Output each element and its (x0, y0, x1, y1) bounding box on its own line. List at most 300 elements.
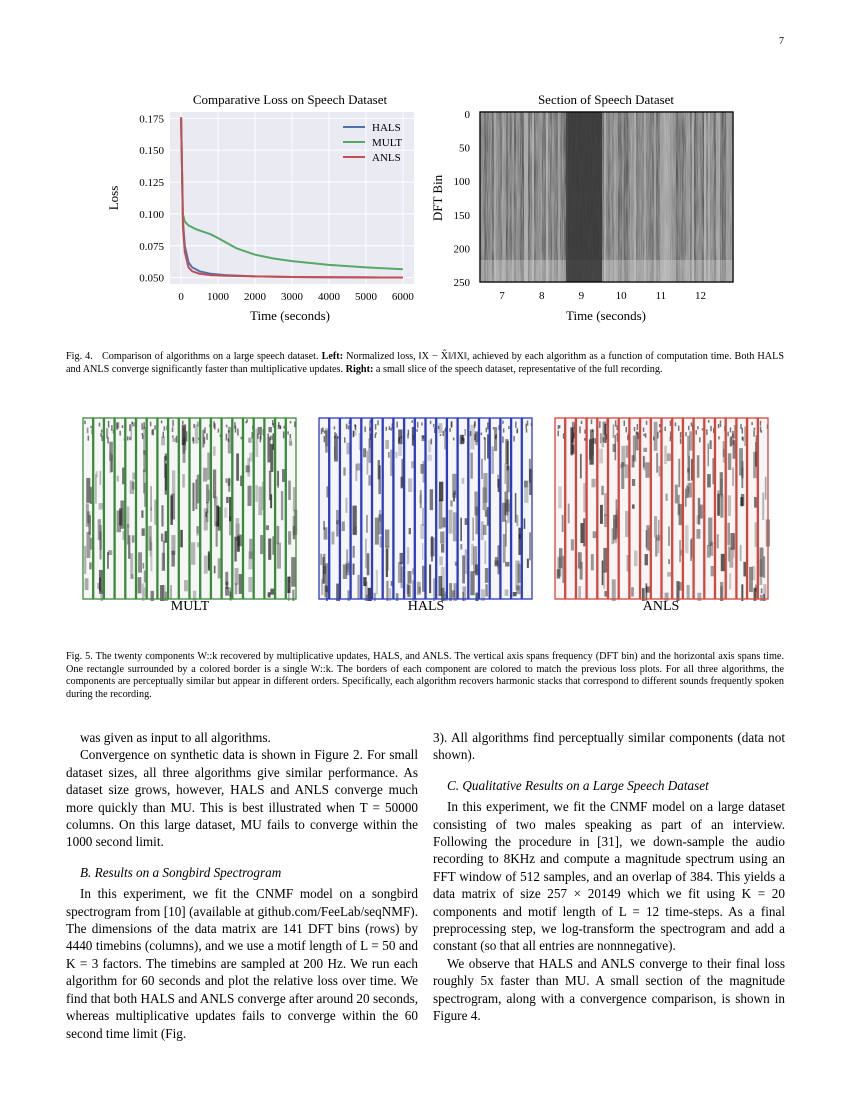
component-w12 (437, 418, 448, 601)
harmonic-streak (248, 438, 251, 443)
harmonic-streak (527, 559, 529, 568)
harmonic-streak (206, 484, 209, 503)
harmonic-streak (346, 561, 350, 570)
figure5-caption: Fig. 5. The twenty components W::k recovered by multiplicative updates, HALS, and ANLS. The vertical axis spans frequency (DFT bin) and the horizontal axis spans time. One rectangle surrounded by a colored border is a single W::k. The borders of each component are colored to match the previous loss plots. For all three algorithms, the components are perceptually similar but appear in different orders. Specifically, each algorithm recovers harmonic stacks that correspond to different sounds frequently spoken during the recording. (66, 651, 784, 700)
harmonic-streak (603, 437, 605, 442)
y-tick-label: 250 (453, 277, 470, 289)
component-w11 (426, 418, 436, 601)
x-tick-label: 10 (615, 290, 627, 302)
harmonic-streak (762, 493, 764, 520)
harmonic-streak (100, 471, 102, 485)
chart-title: Section of Speech Dataset (537, 92, 675, 107)
harmonic-streak (280, 426, 282, 429)
harmonic-streak (334, 436, 338, 462)
harmonic-streak (129, 437, 131, 440)
harmonic-streak (161, 420, 163, 423)
harmonic-streak (150, 422, 152, 427)
harmonic-streak (257, 434, 259, 439)
harmonic-streak (88, 436, 90, 441)
component-w3 (104, 418, 114, 599)
harmonic-streak (99, 525, 102, 550)
harmonic-streak (409, 528, 411, 534)
harmonic-streak (138, 552, 142, 572)
harmonic-streak (375, 434, 377, 438)
harmonic-streak (453, 512, 456, 541)
harmonic-streak (495, 557, 498, 565)
harmonic-streak (668, 526, 670, 545)
component-w15 (705, 418, 715, 599)
harmonic-streak (481, 433, 483, 436)
caption-right-label: Right: (345, 363, 374, 375)
harmonic-streak (443, 431, 445, 436)
harmonic-streak (226, 582, 229, 589)
harmonic-streak (363, 448, 366, 457)
component-background (276, 418, 286, 599)
component-w20 (286, 418, 297, 601)
panel-label-mult: MULT (170, 599, 210, 614)
harmonic-streak (205, 512, 207, 517)
harmonic-streak (729, 548, 733, 568)
harmonic-streak (571, 539, 574, 550)
component-w4 (115, 418, 126, 599)
harmonic-streak (355, 464, 357, 481)
harmonic-streak (654, 516, 657, 537)
component-w12 (201, 418, 212, 599)
harmonic-streak (706, 429, 708, 435)
harmonic-streak (733, 536, 735, 558)
harmonic-streak (687, 468, 690, 473)
harmonic-streak (235, 583, 237, 594)
harmonic-streak (99, 503, 103, 510)
harmonic-streak (659, 424, 661, 427)
harmonic-streak (225, 478, 227, 483)
harmonic-streak (643, 428, 645, 432)
harmonic-streak (678, 425, 680, 430)
harmonic-streak (656, 453, 658, 473)
harmonic-streak (450, 500, 452, 506)
harmonic-streak (172, 471, 175, 495)
harmonic-streak (236, 453, 239, 480)
component-w7 (147, 418, 157, 601)
x-tick-label: 6000 (391, 291, 414, 303)
harmonic-streak (680, 432, 682, 438)
harmonic-streak (442, 517, 445, 527)
component-background (619, 418, 629, 599)
harmonic-streak (277, 471, 279, 488)
component-w16 (244, 418, 254, 599)
harmonic-streak (84, 421, 86, 425)
harmonic-streak (720, 494, 723, 517)
harmonic-streak (474, 421, 476, 426)
component-w10 (651, 418, 661, 599)
harmonic-streak (255, 485, 258, 502)
harmonic-streak (578, 586, 581, 599)
harmonic-streak (203, 468, 207, 482)
harmonic-streak (728, 495, 731, 516)
harmonic-streak (131, 424, 133, 440)
component-w5 (598, 418, 608, 599)
harmonic-streak (396, 422, 398, 428)
harmonic-streak (558, 486, 562, 508)
harmonic-streak (386, 427, 388, 431)
harmonic-streak (287, 577, 290, 593)
harmonic-streak (407, 434, 409, 439)
harmonic-streak (385, 440, 389, 449)
harmonic-streak (218, 429, 220, 433)
x-tick-label: 4000 (317, 291, 340, 303)
harmonic-streak (85, 578, 89, 590)
harmonic-streak (206, 502, 208, 513)
page-number: 7 (779, 36, 784, 47)
harmonic-streak (366, 515, 368, 533)
harmonic-streak (742, 428, 744, 434)
harmonic-streak (695, 430, 697, 435)
harmonic-streak (323, 521, 325, 530)
harmonic-streak (463, 438, 465, 443)
harmonic-streak (161, 505, 163, 526)
x-axis-label: Time (seconds) (249, 308, 331, 323)
component-w10 (415, 418, 426, 599)
paragraph: In this experiment, we fit the CNMF model on a large dataset consisting of two males speaking as part of an interview. Following the procedure in [31], we down-sample the audio recording to 8KHz and compute a magnitude spectrum using an FFT window of 512 samples, and an overlap of 384. This yields a data matrix of size 257 × 20149 which we fit using K = 20 components and motif length of L = 12 time-steps. As a final preprocessing step, we log-transform the spectrogram and add a constant (so that all entries are nonnnegative). (433, 799, 785, 954)
harmonic-streak (138, 577, 142, 593)
component-w1 (555, 418, 565, 599)
harmonic-streak (228, 438, 230, 442)
harmonic-streak (248, 486, 252, 506)
harmonic-streak (342, 521, 345, 531)
y-tick-label: 0.100 (139, 208, 164, 221)
harmonic-streak (249, 539, 252, 559)
component-w14 (458, 418, 468, 601)
harmonic-streak (707, 545, 711, 558)
harmonic-streak (375, 424, 377, 430)
caption-text-a: Comparison of algorithms on a large speech dataset. (101, 351, 319, 362)
harmonic-streak (293, 526, 295, 539)
harmonic-streak (717, 534, 719, 548)
component-w18 (501, 418, 511, 599)
harmonic-streak (568, 504, 570, 524)
component-w12 (673, 418, 684, 601)
harmonic-streak (161, 534, 163, 542)
harmonic-streak (184, 580, 188, 591)
harmonic-streak (623, 420, 625, 425)
component-w16 (480, 418, 491, 601)
harmonic-streak (192, 483, 194, 511)
harmonic-streak (433, 578, 435, 601)
harmonic-streak (465, 549, 468, 574)
harmonic-streak (337, 436, 339, 438)
harmonic-streak (580, 523, 583, 543)
harmonic-streak (518, 561, 520, 583)
harmonic-streak (439, 556, 443, 565)
harmonic-streak (153, 429, 155, 435)
harmonic-streak (470, 571, 474, 595)
harmonic-streak (655, 537, 657, 556)
harmonic-streak (751, 422, 753, 425)
harmonic-streak (90, 487, 92, 504)
x-tick-label: 3000 (281, 291, 303, 303)
harmonic-streak (376, 570, 378, 595)
y-tick-label: 0.175 (139, 113, 164, 126)
paragraph: Convergence on synthetic data is shown in Figure 2. For small dataset sizes, all three algorithms give similar performance. As dataset size grows, however, HALS and ANLS converge much more quickly than MU. This is best illustrated when T = 50000 columns. On this large dataset, MU fails to converge within the 1000 second limit. (66, 747, 418, 850)
harmonic-streak (483, 525, 486, 535)
harmonic-streak (150, 507, 152, 522)
harmonic-streak (129, 424, 131, 431)
component-w4 (587, 418, 597, 599)
harmonic-streak (172, 438, 176, 442)
chart-title: Comparative Loss on Speech Dataset (192, 92, 388, 107)
harmonic-streak (687, 585, 690, 600)
component-w9 (169, 418, 179, 599)
harmonic-streak (702, 428, 704, 430)
harmonic-streak (643, 448, 647, 452)
harmonic-streak (408, 478, 412, 492)
harmonic-streak (320, 554, 322, 565)
harmonic-streak (130, 481, 134, 494)
harmonic-streak (420, 524, 424, 539)
harmonic-streak (592, 429, 594, 432)
component-background (447, 418, 457, 599)
component-w6 (373, 418, 383, 601)
harmonic-streak (378, 460, 380, 479)
harmonic-streak (388, 452, 390, 458)
component-background (244, 418, 254, 599)
component-w16 (716, 418, 728, 601)
harmonic-streak (258, 487, 262, 516)
y-axis-label: DFT Bin (430, 174, 445, 222)
harmonic-streak (346, 443, 349, 455)
harmonic-streak (324, 436, 326, 442)
harmonic-streak (708, 420, 710, 423)
harmonic-streak (516, 515, 518, 526)
harmonic-streak (667, 572, 671, 576)
harmonic-streak (584, 438, 586, 441)
harmonic-streak (632, 479, 635, 486)
component-w13 (211, 418, 221, 599)
harmonic-streak (557, 569, 561, 578)
section-heading-c: C. Qualitative Results on a Large Speech Dataset (447, 777, 709, 793)
y-tick-label: 100 (453, 176, 470, 189)
harmonic-streak (395, 452, 397, 458)
harmonic-streak (718, 436, 720, 439)
harmonic-streak (696, 529, 700, 539)
x-tick-label: 11 (655, 290, 667, 302)
harmonic-streak (754, 497, 757, 508)
harmonic-streak (507, 441, 509, 471)
harmonic-streak (431, 439, 433, 445)
harmonic-streak (720, 420, 722, 427)
component-w2 (566, 418, 576, 599)
harmonic-streak (323, 554, 325, 584)
harmonic-streak (470, 425, 474, 450)
harmonic-streak (99, 423, 101, 427)
harmonic-streak (700, 505, 703, 519)
harmonic-streak (599, 421, 601, 428)
harmonic-streak (583, 483, 586, 512)
harmonic-streak (353, 563, 355, 574)
harmonic-streak (182, 421, 184, 424)
component-background (641, 418, 651, 599)
harmonic-streak (191, 542, 195, 564)
component-w13 (683, 418, 694, 599)
component-w3 (340, 418, 350, 601)
harmonic-streak (268, 427, 272, 432)
caption-prefix: Fig. 4. (66, 351, 93, 362)
harmonic-streak (357, 575, 359, 599)
harmonic-streak (204, 437, 206, 444)
harmonic-streak (365, 539, 367, 568)
harmonic-streak (267, 434, 269, 438)
harmonic-streak (375, 518, 379, 545)
harmonic-streak (591, 419, 593, 424)
harmonic-streak (214, 566, 216, 574)
harmonic-streak (109, 442, 113, 461)
harmonic-streak (483, 473, 487, 503)
harmonic-streak (732, 434, 734, 438)
harmonic-streak (416, 429, 418, 432)
harmonic-streak (417, 422, 419, 428)
harmonic-streak (470, 431, 472, 436)
harmonic-streak (182, 474, 184, 487)
harmonic-streak (739, 448, 743, 475)
harmonic-streak (759, 559, 762, 585)
harmonic-streak (100, 433, 102, 437)
component-w20 (522, 418, 532, 599)
harmonic-streak (164, 426, 166, 430)
component-w14 (222, 418, 233, 600)
harmonic-streak (699, 437, 701, 442)
component-w1 (83, 418, 94, 599)
harmonic-streak (634, 551, 638, 567)
harmonic-streak (119, 431, 121, 436)
harmonic-streak (688, 426, 690, 430)
harmonic-streak (186, 431, 188, 436)
spectrogram-texture (480, 112, 733, 282)
harmonic-streak (346, 549, 348, 561)
harmonic-streak (527, 421, 529, 426)
harmonic-streak (472, 518, 474, 541)
harmonic-streak (422, 508, 424, 526)
harmonic-streak (658, 520, 660, 540)
harmonic-streak (591, 479, 595, 487)
harmonic-streak (195, 479, 197, 509)
harmonic-streak (290, 421, 292, 423)
harmonic-streak (687, 436, 690, 457)
legend-label: HALS (372, 122, 401, 134)
y-tick-label: 0.075 (139, 240, 164, 253)
harmonic-streak (101, 430, 103, 433)
harmonic-streak (86, 503, 89, 526)
harmonic-streak (172, 427, 174, 432)
harmonic-streak (183, 439, 186, 463)
harmonic-streak (637, 424, 639, 430)
harmonic-streak (345, 498, 347, 513)
harmonic-streak (718, 424, 720, 428)
harmonic-streak (486, 428, 488, 433)
harmonic-streak (515, 493, 517, 523)
harmonic-streak (87, 428, 89, 434)
component-w8 (630, 418, 640, 599)
component-w19 (512, 418, 523, 599)
x-tick-label: 2000 (244, 291, 267, 303)
y-tick-label: 0.125 (139, 177, 164, 190)
harmonic-streak (440, 532, 444, 544)
components-panel-mult (82, 417, 298, 601)
harmonic-streak (367, 553, 370, 575)
component-w14 (694, 418, 704, 601)
component-w5 (362, 418, 372, 601)
harmonic-streak (664, 427, 666, 431)
harmonic-streak (462, 555, 465, 583)
harmonic-streak (730, 427, 732, 432)
harmonic-streak (142, 528, 145, 535)
harmonic-streak (685, 432, 687, 436)
harmonic-streak (495, 434, 497, 438)
harmonic-streak (625, 464, 629, 478)
component-w9 (641, 418, 651, 601)
component-w19 (276, 418, 286, 599)
harmonic-streak (760, 421, 762, 426)
y-axis-label: Loss (106, 185, 121, 211)
harmonic-streak (593, 531, 597, 538)
harmonic-streak (287, 431, 289, 434)
harmonic-streak (637, 433, 639, 439)
harmonic-streak (484, 541, 486, 564)
component-w7 (383, 418, 393, 601)
harmonic-streak (352, 506, 356, 535)
harmonic-streak (645, 433, 647, 438)
y-tick-label: 0.150 (139, 145, 164, 158)
harmonic-streak (353, 431, 355, 436)
harmonic-streak (236, 524, 240, 541)
harmonic-streak (710, 440, 712, 449)
harmonic-streak (418, 587, 420, 593)
harmonic-streak (346, 424, 348, 429)
harmonic-streak (675, 485, 678, 504)
harmonic-streak (529, 532, 531, 560)
harmonic-streak (86, 478, 90, 503)
harmonic-streak (503, 428, 505, 432)
harmonic-streak (398, 445, 402, 456)
loss-chart (100, 90, 420, 330)
harmonic-streak (645, 462, 649, 477)
harmonic-streak (385, 529, 389, 547)
harmonic-streak (283, 431, 285, 438)
component-w8 (394, 418, 405, 601)
harmonic-streak (363, 577, 366, 586)
harmonic-streak (508, 426, 510, 429)
harmonic-streak (729, 573, 731, 589)
harmonic-streak (658, 466, 660, 477)
components-panel-hals (318, 417, 534, 601)
harmonic-streak (87, 532, 91, 558)
harmonic-streak (742, 437, 744, 440)
harmonic-streak (170, 495, 173, 525)
x-tick-label: 5000 (354, 291, 377, 303)
component-w13 (447, 418, 458, 601)
harmonic-streak (760, 426, 762, 431)
component-w17 (490, 418, 502, 599)
harmonic-streak (193, 424, 195, 428)
harmonic-streak (697, 455, 700, 477)
harmonic-streak (688, 487, 690, 494)
component-w18 (265, 418, 275, 599)
harmonic-streak (485, 584, 487, 596)
harmonic-streak (626, 427, 628, 432)
harmonic-streak (268, 538, 271, 559)
harmonic-streak (573, 433, 575, 439)
harmonic-streak (452, 474, 456, 498)
harmonic-streak (626, 446, 628, 458)
